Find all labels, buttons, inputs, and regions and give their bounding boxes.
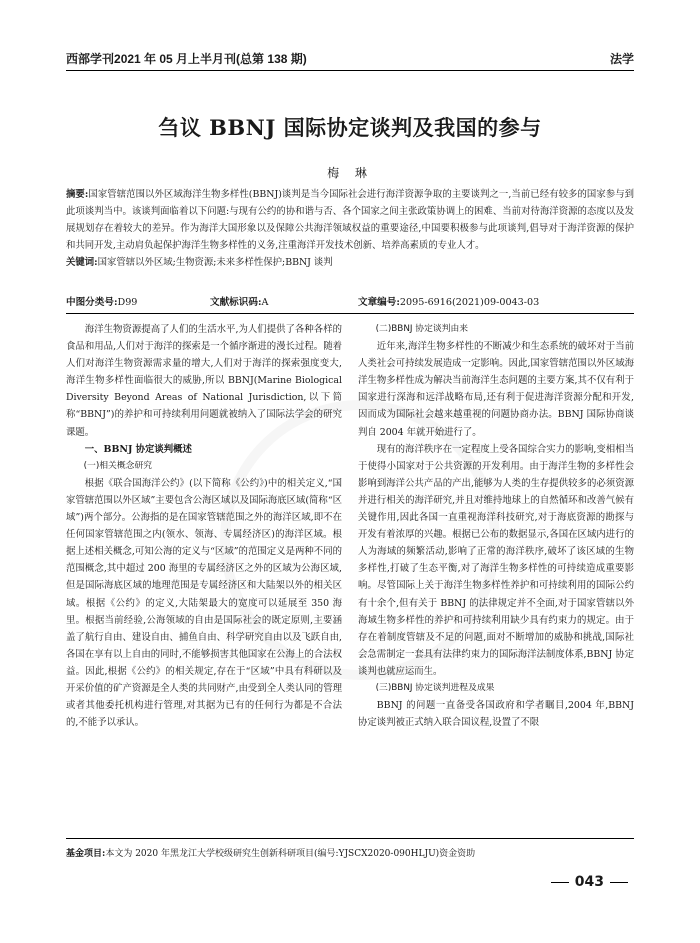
footnote-text: 本文为 2020 年黑龙江大学校级研究生创新科研项目(编号:YJSCX2020-090HLJU)资金资助	[105, 849, 476, 859]
abstract-text: 国家管辖范围以外区域海洋生物多样性(BBNJ)谈判是当今国际社会进行海洋资源争取的主要谈判之一,当前已经有较多的国家参与到此项谈判当中。该谈判面临着以下问题:与现有公约的协和谐与否、各个国家之间主张政策协调上的困难、当前对待海洋资源的态度以及发展规划存在着较大的差异。作为海洋大国形象以及保障公共海洋领域权益的重要途径,中国要积极参与此项谈判,倡导对于海洋资源的保护和共同开发,主动肩负起保护海洋生物多样性的义务,注重海洋开发技术创新、培养高素质的专业人才。	[66, 189, 634, 251]
clc-number: 中图分类号:D99	[66, 297, 138, 308]
subsection-heading: (一)相关概念研究	[83, 460, 153, 471]
paper-title: 刍议 BBNJ 国际协定谈判及我国的参与	[158, 115, 542, 140]
meta-rule	[66, 313, 634, 314]
abstract-block	[66, 186, 634, 271]
page-number: 043	[545, 874, 634, 890]
keywords-text: 国家管辖以外区域;生物资源;未来多样性保护;BBNJ 谈判	[97, 257, 333, 268]
subsection-heading: (二)BBNJ 协定谈判由来	[375, 324, 469, 334]
running-header-left	[66, 50, 307, 67]
abstract	[66, 186, 634, 254]
journal-name: 西部学刊	[66, 52, 115, 66]
body-column-right	[358, 321, 634, 731]
header-rule	[66, 70, 634, 71]
paragraph: 根据《联合国海洋公约》(以下简称《公约》)中的相关定义,“国家管辖范围以外区域”主要包含公海区域以及国际海底区域(简称“区域”)两个部分。公海指的是在国家管辖范围之外的海洋区域,即不在任何国家管辖范围之内(领水、领海、专属经济区)的海洋区域。根据上述相关概念,可知公海的定义与“区域”的范围定义是两种不同的范围概念,其中超过 200 海里的专属经济区之外的区域为公海区域,但是国际海底区域的地理范围是专属经济区和大陆架以外的相关区域。根据《公约》的定义,大陆架最大的宽度可以延展至 350 海里。根据当前经验,公海领域的自由是国际社会的既定原则,主要涵盖了航行自由、建设自由、捕鱼自由、科学研究自由以及飞跃自由,各国在享有以上自由的同时,不能够损害其他国家在公海上的合法权益。因此,根据《公约》的相关规定,存在于“区域”中具有科研以及开采价值的矿产资源是全人类的共同财产,由受到全人类认同的管理或者其他委托机构进行管理,对其据为已有的任何行为都是不合法的,不能予以承认。	[66, 477, 342, 729]
footnote-label: 基金项目:	[66, 849, 106, 859]
issue-info: 2021 年 05 月上半月刊(总第 138 期)	[114, 52, 307, 66]
section-label: 法学	[609, 52, 634, 66]
abstract-label: 摘要:	[66, 189, 89, 200]
footnote-rule	[66, 838, 634, 839]
paragraph: 现有的海洋秩序在一定程度上受各国综合实力的影响,变相相当于使得小国家对于公共资源的开发利用。由于海洋生物的多样性会影响到海洋公共产品的产出,能够为人类的生存提供较多的必须资源并进行相关的海洋研究,并且对维持地球上的自然循环和改善气候有关键作用,因此各国一直重视海洋科技研究,对于海底资源的勘探与开发有着浓厚的兴趣。根据已公布的数据显示,各国在区域内进行的人为海域的频繁活动,影响了正常的海洋秩序,破坏了该区域的生物多样性,打破了生态平衡,对了海洋生物多样性的可持续造成重要影响。尽管国际上关于海洋生物多样性养护和可持续利用的国际公约有十余个,但有关于 BBNJ 的法律规定并不全面,对于国家管辖以外海域生物多样性的养护和可持续利用缺少具有约束力的规定。由于存在着制度管辖及不足的问题,面对不断增加的威胁和挑战,国际社会急需制定一套具有法律约束力的国际海洋法制度体系,BBNJ 协定谈判也就应运而生。	[358, 443, 634, 677]
paragraph: 海洋生物资源提高了人们的生活水平,为人们提供了各种各样的食品和用品,人们对于海洋的探索是一个循序渐进的漫长过程。随着人们对海洋生物资源需求量的增大,人们对于海洋的探索强度变大,海洋生物多样性面临很大的威胁,所以 BBNJ(Marine Biological Diversity Beyond Areas of National Jurisdiction,以下简称“BBNJ”)的养护和可持续利用问题就被纳入了国际法学会的研究课题。	[66, 324, 342, 438]
author-name: 梅 琳	[327, 166, 373, 180]
paragraph: 近年来,海洋生物多样性的不断减少和生态系统的破坏对于当前人类社会可持续发展造成一定影响。因此,国家管辖范围以外区域海洋生物多样性成为解决当前海洋生态问题的主要方案,其不仅有利于国家进行深海和远洋战略布局,还有利于促进海洋资源分配和开发,因而成为国际社会越来越重视的问题协商办法。BBNJ 国际协商谈判自 2004 年就开始进行了。	[358, 341, 634, 438]
keywords-label: 关键词:	[66, 257, 98, 268]
keywords	[66, 254, 634, 271]
body-column-left	[66, 321, 342, 731]
document-code: 文献标识码:A	[210, 297, 269, 308]
article-number: 文章编号:2095-6916(2021)09-0043-03	[358, 297, 540, 308]
subsection-heading: (三)BBNJ 协定谈判进程及成果	[375, 682, 495, 693]
funding-footnote	[66, 846, 634, 859]
paragraph: BBNJ 的问题一直备受各国政府和学者瞩目,2004 年,BBNJ 协定谈判被正式纳入联合国议程,设置了不限	[358, 700, 634, 729]
section-heading: 一、BBNJ 协定谈判概述	[84, 443, 192, 455]
